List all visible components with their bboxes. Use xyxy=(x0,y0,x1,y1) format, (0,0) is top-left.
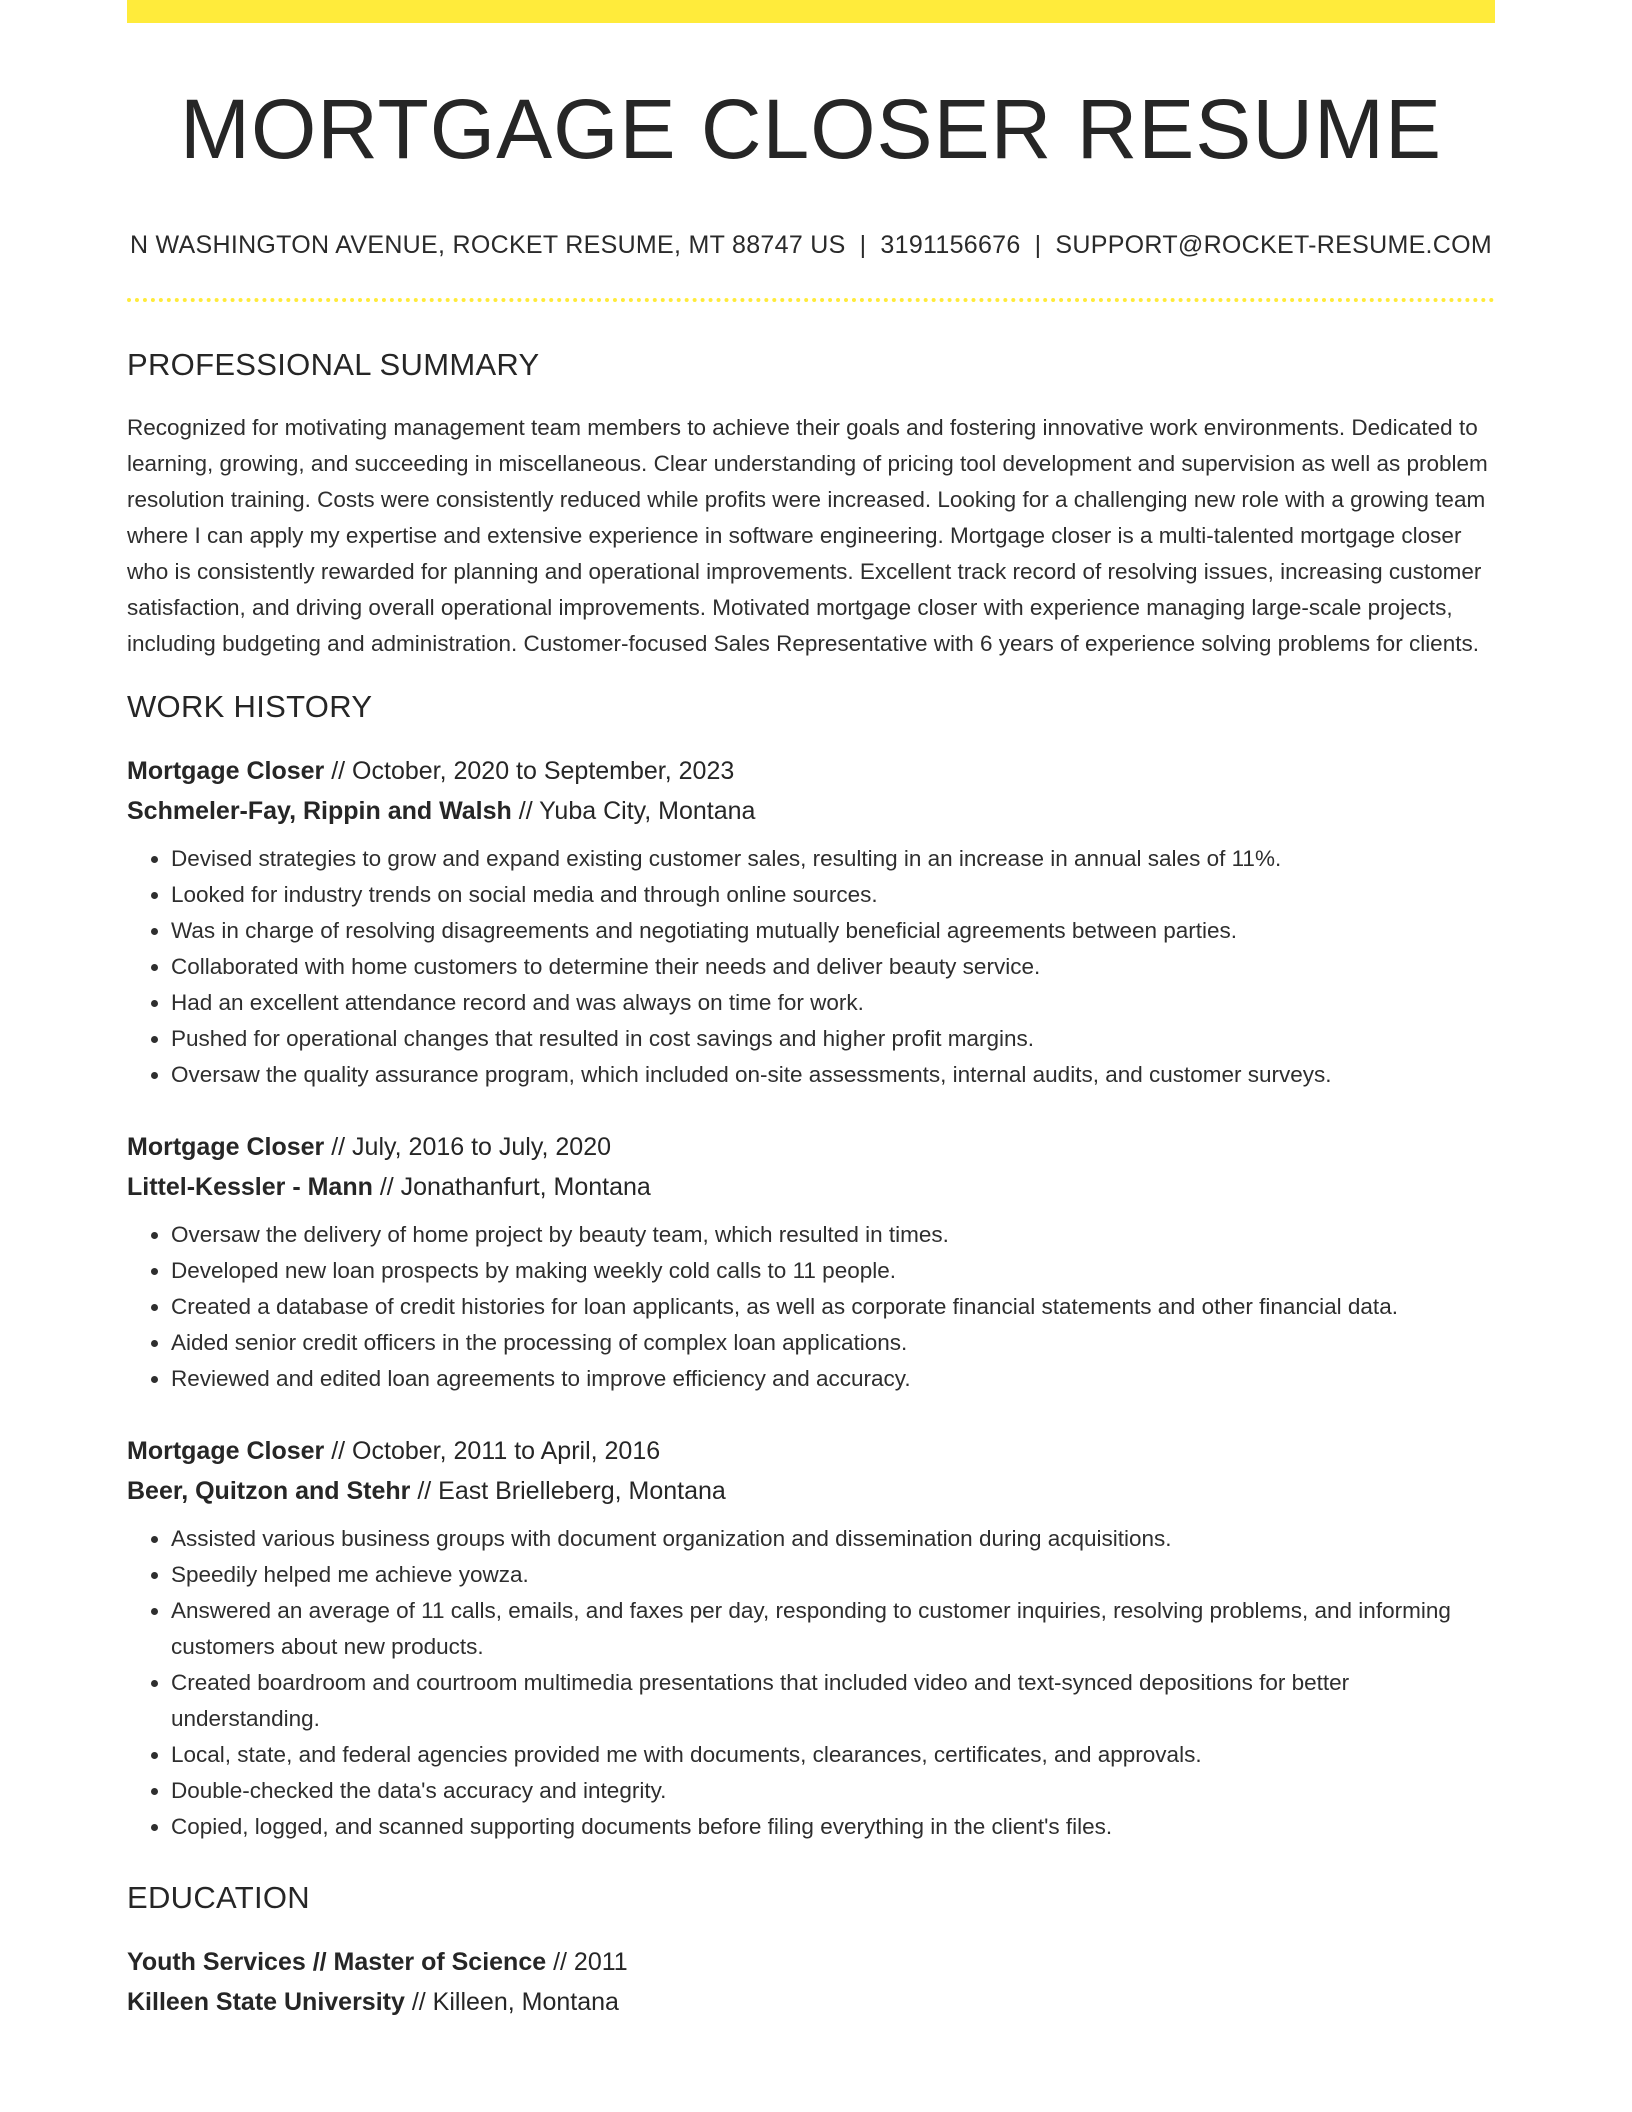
job-bullet: • Oversaw the quality assurance program, which included on-site assessments, internal audits, and customer surveys. xyxy=(171,1057,1495,1093)
job-bullet: • Collaborated with home customers to determine their needs and deliver beauty service. xyxy=(171,949,1495,985)
top-accent-bar xyxy=(127,0,1495,23)
education-heading: EDUCATION xyxy=(127,1879,310,1915)
job-bullet: • Copied, logged, and scanned supporting documents before filing everything in the client's files. xyxy=(171,1809,1495,1845)
job-entry xyxy=(127,1127,1495,1397)
job-company-line xyxy=(127,1167,1495,1207)
job-bullet-list xyxy=(127,1521,1495,1845)
summary-heading: PROFESSIONAL SUMMARY xyxy=(127,347,540,383)
job-location: // Jonathanfurt, Montana xyxy=(372,1172,651,1201)
job-title: Mortgage Closer xyxy=(127,756,325,785)
education-degree-line xyxy=(127,1942,1495,1982)
job-bullet-list xyxy=(127,841,1495,1093)
job-company-line xyxy=(127,791,1495,831)
resume-title: MORTGAGE CLOSER RESUME xyxy=(180,82,1442,176)
contact-line xyxy=(127,231,1495,260)
job-title: Mortgage Closer xyxy=(127,1436,325,1465)
work-history-heading: WORK HISTORY xyxy=(127,688,373,724)
education-school-line xyxy=(127,1982,1495,2022)
job-dates: // July, 2016 to July, 2020 xyxy=(324,1132,612,1161)
job-bullet: • Looked for industry trends on social media and through online sources. xyxy=(171,877,1495,913)
job-company: Schmeler-Fay, Rippin and Walsh xyxy=(127,796,512,825)
job-bullet: • Double-checked the data's accuracy and integrity. xyxy=(171,1773,1495,1809)
job-title-line xyxy=(127,1127,1495,1167)
job-location: // East Brielleberg, Montana xyxy=(410,1476,726,1505)
job-list xyxy=(127,751,1495,1845)
summary-text: Recognized for motivating management team members to achieve their goals and fostering innovative work environments. Dedicated to learning, growing, and succeeding in miscellaneous. Clear understanding of pricing tool development and supervision as well as problem resolution training. Costs were consistently reduced while profits were increased. Looking for a challenging new role with a growing team where I can apply my expertise and extensive experience in software engineering. Mortgage closer is a multi-talented mortgage closer who is consistently rewarded for planning and operational improvements. Excellent track record of resolving issues, increasing customer satisfaction, and driving overall operational improvements. Motivated mortgage closer with experience managing large-scale projects, including budgeting and administration. Customer-focused Sales Representative with 6 years of experience solving problems for clients. xyxy=(127,414,1488,656)
job-bullet: • Devised strategies to grow and expand existing customer sales, resulting in an increase in annual sales of 11%. xyxy=(171,841,1495,877)
job-bullet-list xyxy=(127,1217,1495,1397)
job-bullet: • Oversaw the delivery of home project by beauty team, which resulted in times. xyxy=(171,1217,1495,1253)
education-location: // Killeen, Montana xyxy=(404,1987,619,2016)
job-bullet: • Local, state, and federal agencies provided me with documents, clearances, certificates, and approvals. xyxy=(171,1737,1495,1773)
job-bullet: • Speedily helped me achieve yowza. xyxy=(171,1557,1495,1593)
contact-separator: | xyxy=(1034,231,1042,260)
job-bullet: • Reviewed and edited loan agreements to improve efficiency and accuracy. xyxy=(171,1361,1495,1397)
dotted-divider xyxy=(127,298,1495,302)
job-bullet: • Was in charge of resolving disagreements and negotiating mutually beneficial agreements between parties. xyxy=(171,913,1495,949)
contact-address: N WASHINGTON AVENUE, ROCKET RESUME, MT 88747 US xyxy=(129,231,846,260)
job-title: Mortgage Closer xyxy=(127,1132,325,1161)
education-year: // 2011 xyxy=(546,1947,628,1976)
job-company: Littel-Kessler - Mann xyxy=(127,1172,373,1201)
job-bullet: • Aided senior credit officers in the processing of complex loan applications. xyxy=(171,1325,1495,1361)
education-degree: Youth Services // Master of Science xyxy=(127,1947,547,1976)
job-entry xyxy=(127,751,1495,1093)
contact-email: SUPPORT@ROCKET-RESUME.COM xyxy=(1055,231,1493,260)
job-bullet: • Had an excellent attendance record and was always on time for work. xyxy=(171,985,1495,1021)
resume-page xyxy=(127,0,1495,2022)
job-dates: // October, 2011 to April, 2016 xyxy=(324,1436,661,1465)
job-bullet: • Created a database of credit histories for loan applicants, as well as corporate financial statements and other financial data. xyxy=(171,1289,1495,1325)
job-bullet: • Pushed for operational changes that resulted in cost savings and higher profit margins. xyxy=(171,1021,1495,1057)
education-entry xyxy=(127,1942,1495,2022)
job-bullet: • Assisted various business groups with document organization and dissemination during acquisitions. xyxy=(171,1521,1495,1557)
contact-phone: 3191156676 xyxy=(880,231,1021,260)
job-company-line xyxy=(127,1471,1495,1511)
job-bullet: • Developed new loan prospects by making weekly cold calls to 11 people. xyxy=(171,1253,1495,1289)
job-location: // Yuba City, Montana xyxy=(511,796,756,825)
job-entry xyxy=(127,1431,1495,1845)
job-title-line xyxy=(127,751,1495,791)
job-bullet: • Answered an average of 11 calls, emails, and faxes per day, responding to customer inquiries, resolving problems, and informing customers about new products. xyxy=(171,1593,1495,1665)
education-school: Killeen State University xyxy=(127,1987,405,2016)
job-title-line xyxy=(127,1431,1495,1471)
job-bullet: • Created boardroom and courtroom multimedia presentations that included video and text-synced depositions for better understanding. xyxy=(171,1665,1495,1737)
job-dates: // October, 2020 to September, 2023 xyxy=(324,756,735,785)
job-company: Beer, Quitzon and Stehr xyxy=(127,1476,411,1505)
contact-separator: | xyxy=(859,231,867,260)
